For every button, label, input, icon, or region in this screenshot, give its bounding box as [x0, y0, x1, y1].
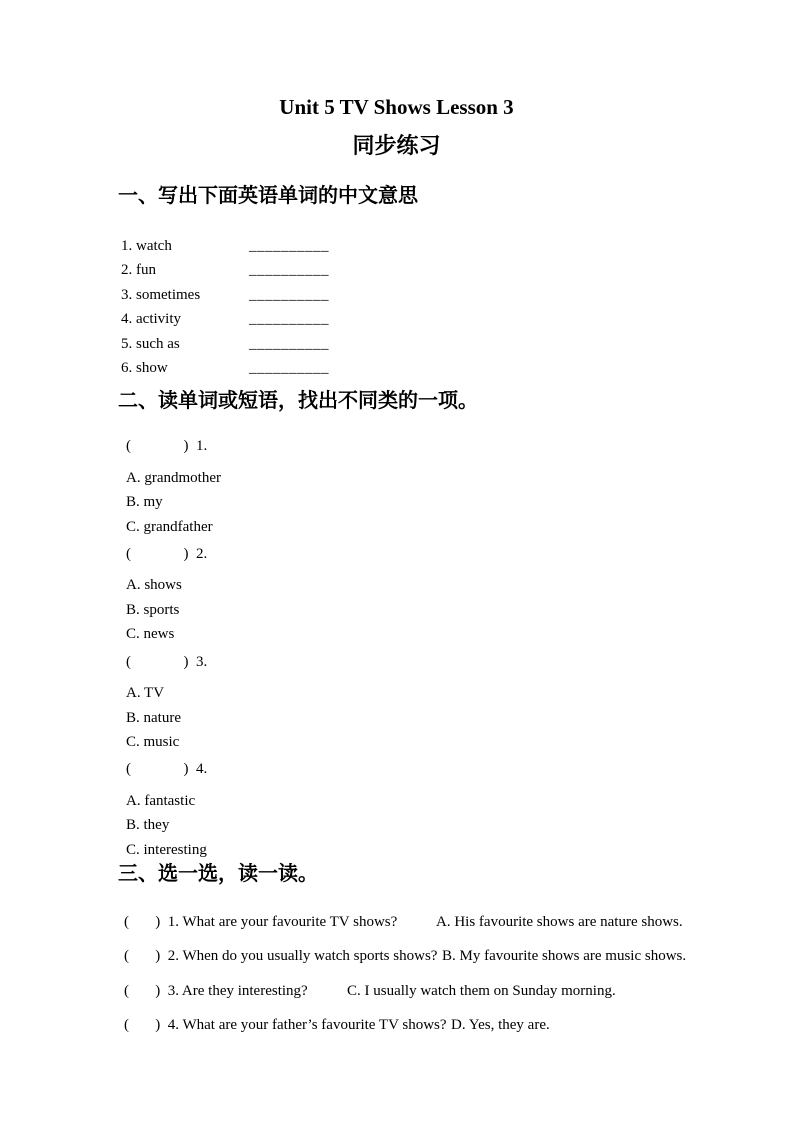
vocab-item: [121, 258, 793, 282]
choice-group: [126, 757, 793, 862]
match-row: [124, 944, 793, 968]
match-question: ( ) 4. What are your father’s favourite TV shows?: [124, 1017, 447, 1034]
section1-heading: 一、写出下面英语单词的中文意思: [118, 185, 418, 207]
match-answer: B. My favourite shows are music shows.: [442, 948, 687, 965]
match-answer: D. Yes, they are.: [451, 1017, 550, 1034]
answer-blank: __________: [249, 360, 329, 377]
answer-bracket: ( ) 4.: [126, 761, 208, 778]
option-item: A. TV: [126, 685, 165, 702]
match-row: [124, 910, 793, 934]
document-subtitle: 同步练习: [352, 133, 441, 158]
option-item: B. nature: [126, 709, 181, 726]
option-item: C. interesting: [126, 841, 207, 858]
vocab-item: [121, 332, 793, 356]
choice-group: [126, 434, 793, 539]
answer-bracket: ( ) 2.: [126, 546, 208, 563]
vocab-word: 2. fun: [121, 262, 156, 279]
option-item: C. grandfather: [126, 518, 213, 535]
vocab-list: [121, 234, 793, 380]
option-item: A. fantastic: [126, 792, 196, 809]
vocab-word: 5. such as: [121, 335, 180, 352]
choice-group: [126, 650, 793, 755]
vocab-word: 3. sometimes: [121, 286, 201, 303]
match-question: ( ) 3. Are they interesting?: [124, 982, 308, 999]
match-row: [124, 979, 793, 1003]
option-item: C. news: [126, 626, 175, 643]
vocab-item: [121, 356, 793, 380]
option-item: B. my: [126, 494, 163, 511]
choice-group: [126, 542, 793, 647]
answer-blank: __________: [249, 286, 329, 303]
answer-blank: __________: [249, 262, 329, 279]
answer-blank: __________: [249, 335, 329, 352]
match-question: ( ) 1. What are your favourite TV shows?: [124, 913, 398, 930]
option-item: A. shows: [126, 577, 182, 594]
odd-one-out-list: [126, 434, 793, 862]
vocab-item: [121, 234, 793, 258]
vocab-item: [121, 283, 793, 307]
section3-heading: 三、选一选，读一读。: [118, 862, 318, 885]
option-item: A. grandmother: [126, 469, 221, 486]
option-item: C. music: [126, 733, 180, 750]
match-question: ( ) 2. When do you usually watch sports shows?: [124, 948, 438, 965]
answer-blank: __________: [249, 238, 329, 254]
section2-heading: 二、读单词或短语，找出不同类的一项。: [118, 390, 478, 413]
match-answer: C. I usually watch them on Sunday morning.: [347, 982, 616, 999]
match-row: [124, 1013, 793, 1037]
matching-list: [124, 910, 793, 1038]
answer-bracket: ( ) 3.: [126, 653, 208, 670]
vocab-item: [121, 307, 793, 331]
answer-bracket: ( ) 1.: [126, 438, 208, 455]
match-answer: A. His favourite shows are nature shows.: [436, 913, 683, 930]
document-title: Unit 5 TV Shows Lesson 3: [279, 95, 514, 119]
vocab-word: 1. watch: [121, 238, 172, 254]
answer-blank: __________: [249, 311, 329, 328]
vocab-word: 4. activity: [121, 311, 181, 328]
option-item: B. they: [126, 817, 170, 834]
option-item: B. sports: [126, 601, 180, 618]
vocab-word: 6. show: [121, 360, 168, 377]
